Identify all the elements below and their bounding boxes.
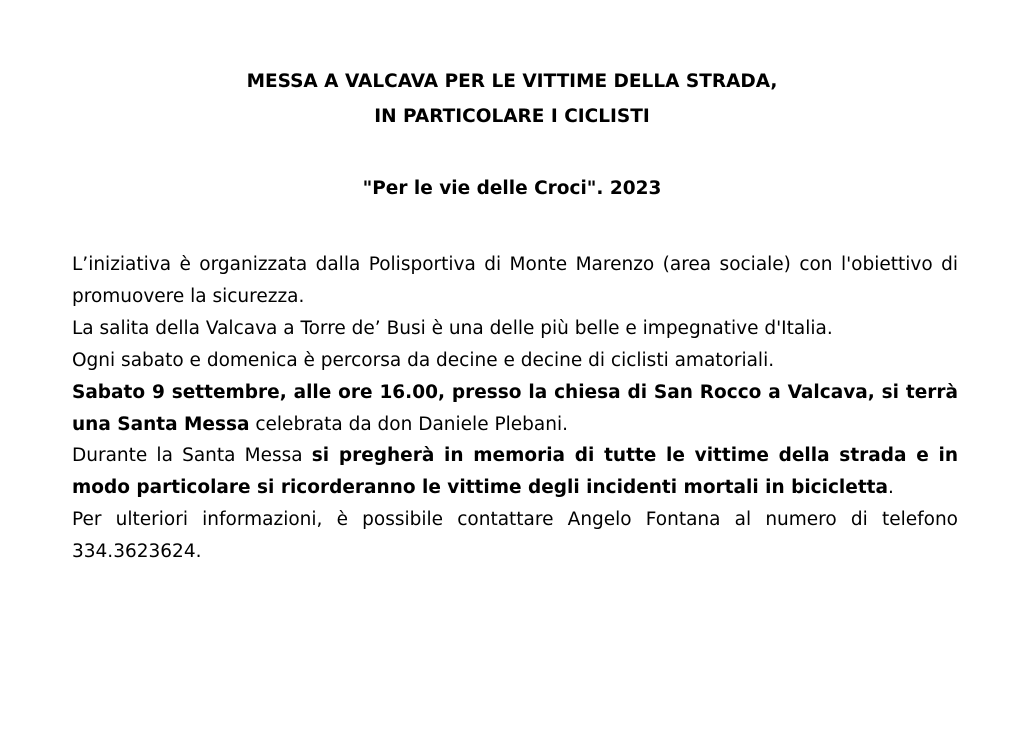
prayer-intro: Durante la Santa Messa bbox=[72, 445, 312, 467]
paragraph-contact: Per ulteriori informazioni, è possibile contattare Angelo Fontana al numero di telefono 334.3623624. bbox=[72, 509, 958, 563]
body-text bbox=[72, 249, 958, 568]
paragraph-intro: L’iniziativa è organizzata dalla Polisportiva di Monte Marenzo (area sociale) con l'obiettivo di promuovere la sicurezza. bbox=[72, 254, 958, 307]
title-line-2: IN PARTICOLARE I CICLISTI bbox=[374, 106, 650, 127]
event-details-bold: Sabato 9 settembre, alle ore 16.00, presso la chiesa di San Rocco a Valcava, si terrà una Santa Messa bbox=[72, 381, 958, 435]
title-line-1: MESSA A VALCAVA PER LE VITTIME DELLA STRADA, bbox=[246, 71, 778, 92]
paragraph-event bbox=[72, 377, 958, 441]
subtitle: "Per le vie delle Croci". 2023 bbox=[362, 178, 662, 199]
paragraph-prayer bbox=[72, 440, 958, 504]
paragraph-cyclists: Ogni sabato e domenica è percorsa da decine e decine di ciclisti amatoriali. bbox=[72, 349, 775, 371]
prayer-end: . bbox=[888, 477, 894, 499]
event-celebrant: celebrata da don Daniele Plebani. bbox=[249, 413, 568, 435]
paragraph-climb: La salita della Valcava a Torre de’ Busi è una delle più belle e impegnative d'Italia. bbox=[72, 317, 833, 339]
prayer-bold: si pregherà in memoria di tutte le vittime della strada e in modo particolare si ricorderanno le vittime degli incidenti mortali in bicicletta bbox=[72, 445, 959, 499]
